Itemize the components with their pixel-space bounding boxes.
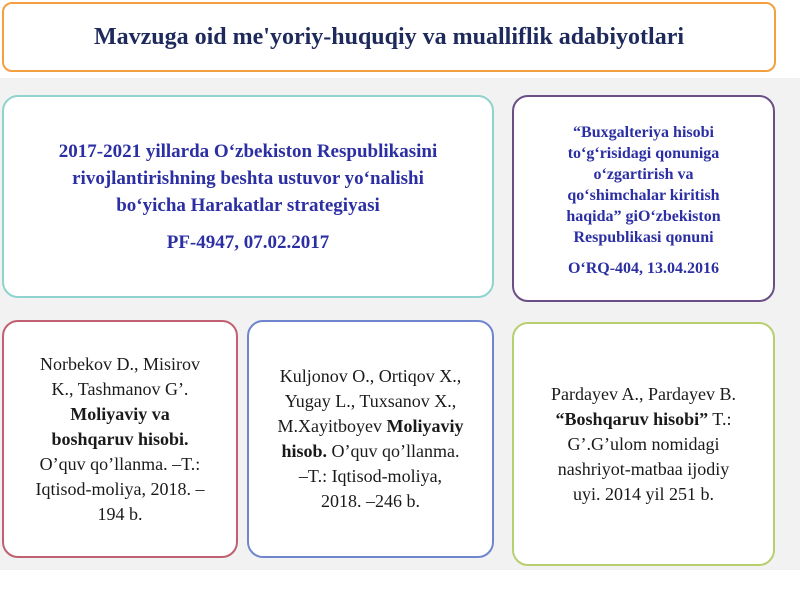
strategy-line-1: 2017-2021 yillarda O‘zbekiston Respublikasini <box>58 140 438 162</box>
ref3-line-5: uyi. 2014 yil 251 b. <box>572 483 714 504</box>
reference-box-2 <box>247 320 494 558</box>
ref3-line-1: Pardayev A., Pardayev B. <box>551 383 736 404</box>
ref2-line-1: Kuljonov O., Ortiqov X., <box>279 366 462 386</box>
ref2-line-6: 2018. –246 b. <box>320 491 420 511</box>
ref1-line-4: boshqaruv hisobi. <box>51 428 189 449</box>
strategy-line-3: bo‘yicha Harakatlar strategiyasi <box>116 194 380 216</box>
law-line-1: “Buxgalteriya hisobi <box>573 124 714 141</box>
reference-3-text <box>551 382 736 507</box>
ref3-line-2-bold: “Boshqaruv hisobi” <box>555 408 709 429</box>
strategy-line-2: rivojlantirishning beshta ustuvor yo‘nalishi <box>72 167 424 189</box>
ref2-line-4-bold: hisob. <box>281 441 328 461</box>
law-line-3: o‘zgartirish va <box>593 166 694 183</box>
page-title: Mavzuga oid me'yoriy-huquqiy va mualliflik adabiyotlari <box>93 23 685 50</box>
ref3-line-2 <box>551 407 736 432</box>
ref2-line-3-bold: Moliyaviy <box>386 416 464 436</box>
ref2-line-3 <box>278 414 464 439</box>
title-box <box>2 2 776 72</box>
ref3-line-2-normal: T.: <box>708 408 732 429</box>
ref1-line-3: Moliyaviy va <box>70 403 170 424</box>
ref3-line-4: nashriyot-matbaa ijodiy <box>557 458 730 479</box>
law-line-5: haqida” giO‘zbekiston <box>566 208 721 225</box>
ref1-line-5: O’quv qo’llanma. –T.: <box>39 453 201 474</box>
law-line-4: qo‘shimchalar kiritish <box>567 187 720 204</box>
reference-1-text <box>36 352 205 527</box>
ref3-line-3: G’.G’ulom nomidagi <box>567 433 720 454</box>
ref1-line-7: 194 b. <box>97 503 143 524</box>
law-line-2: to‘g‘risidagi qonuniga <box>567 145 720 162</box>
ref1-line-1: Norbekov D., Misirov <box>40 353 200 374</box>
law-line-6: Respublikasi qonuni <box>573 229 714 246</box>
ref2-line-4 <box>278 439 464 464</box>
law-code: O‘RQ-404, 13.04.2016 <box>567 260 720 277</box>
reference-box-3 <box>512 322 775 566</box>
strategy-code: PF-4947, 07.02.2017 <box>166 231 330 253</box>
strategy-box <box>2 95 494 298</box>
ref1-line-6: Iqtisod-moliya, 2018. – <box>35 478 205 499</box>
ref2-line-5: –T.: Iqtisod-moliya, <box>298 466 443 486</box>
law-box <box>512 95 775 302</box>
ref2-line-2: Yugay L., Tuxsanov X., <box>284 391 457 411</box>
ref2-line-3-normal: M.Xayitboyev <box>277 416 387 436</box>
reference-box-1 <box>2 320 238 558</box>
reference-2-text <box>278 364 464 514</box>
ref2-line-4-normal: O’quv qo’llanma. <box>327 441 460 461</box>
ref1-line-2: K., Tashmanov G’. <box>51 378 189 399</box>
